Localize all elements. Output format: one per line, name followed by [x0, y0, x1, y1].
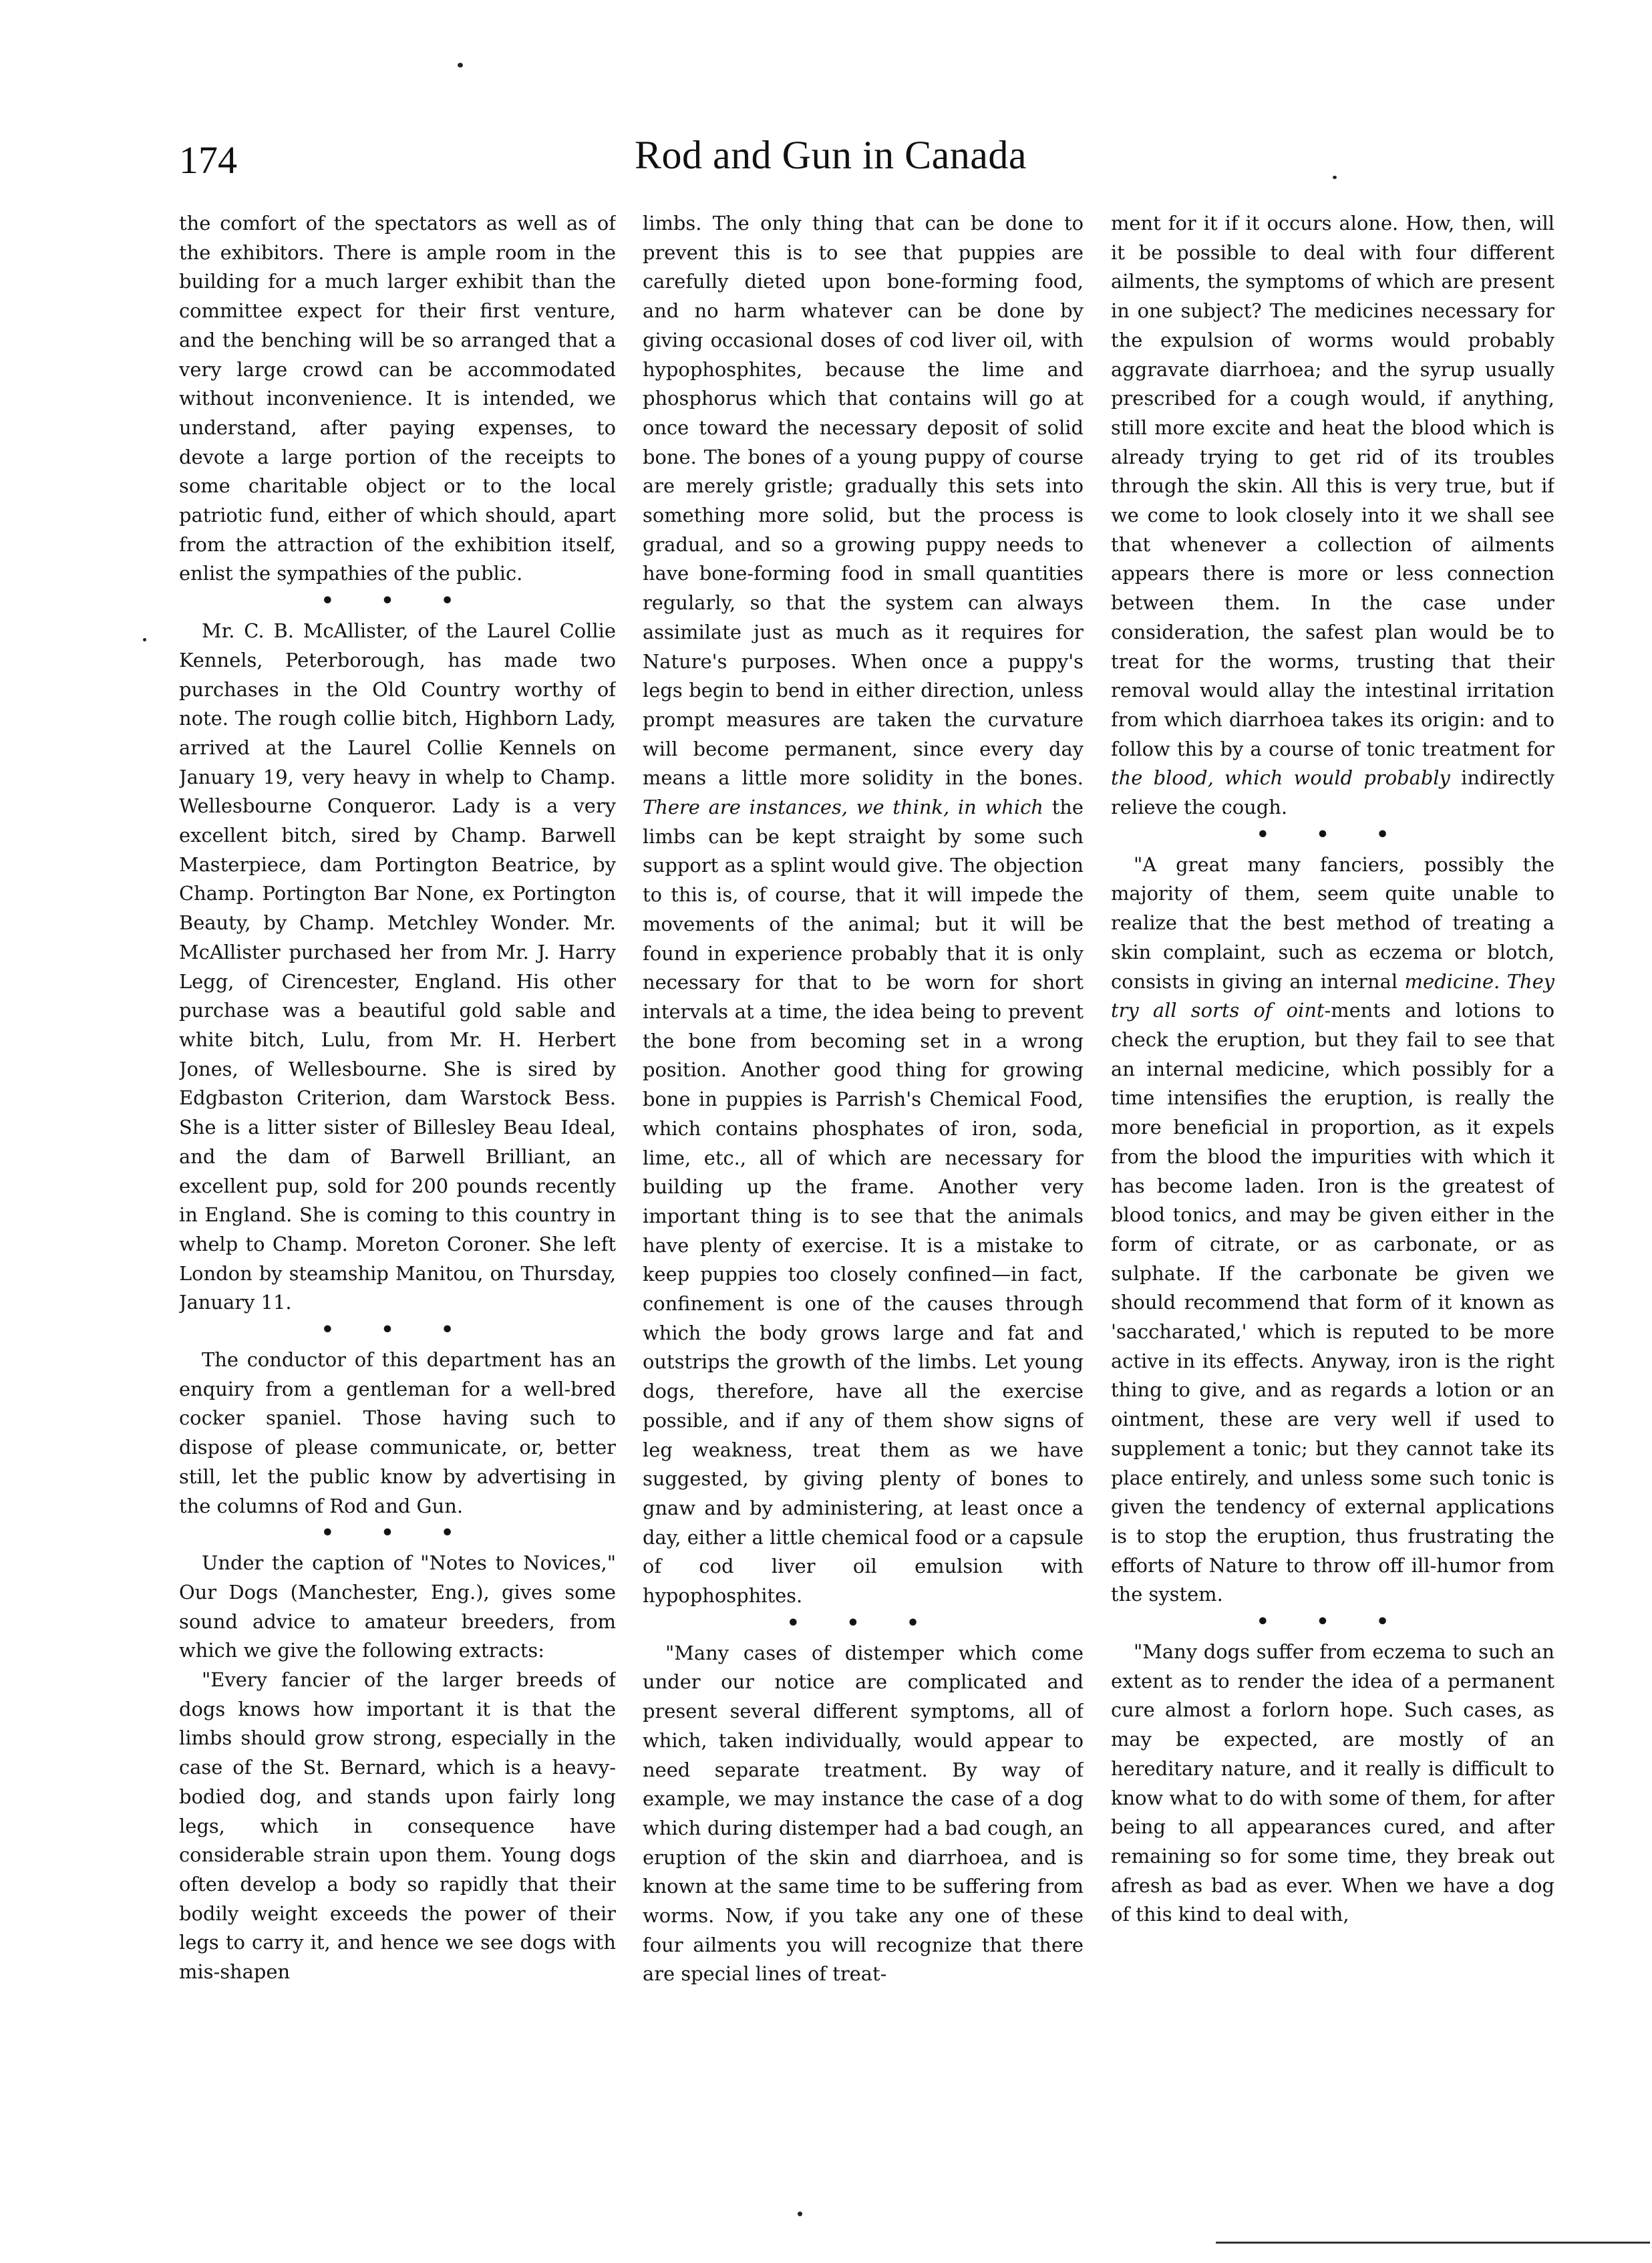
- italic-run: medicine. They try all sorts of oint-: [1111, 969, 1554, 1022]
- section-separator: • • •: [321, 589, 474, 613]
- column-3: [1111, 209, 1554, 2214]
- column-2: [643, 209, 1084, 2214]
- print-speck: [143, 638, 146, 641]
- text-run: ment for it if it occurs alone. How, then, will it be possible to deal with four different ailments, the symptoms of which are present in one subject? The medicines necessary for the expulsion of worms would probably aggravate diarrhoea; and the syrup usually prescribed for a cough would, if anything, still more excite and heat the blood which is already trying to get rid of its troubles through the skin. All this is very true, but if we come to look closely into it we shall see that whenever a collection of ailments appears there is more or less connection between them. In the case under consideration, the safest plan would be to treat for the worms, trusting that their removal would allay the intestinal irritation from which diarrhoea takes its origin: and to follow this by a course of tonic treatment for: [1111, 212, 1554, 760]
- section-separator: • • •: [1256, 1610, 1410, 1634]
- page-number: 174: [179, 138, 237, 182]
- text-run: the limbs can be kept straight by some such support as a splint would give. The objection to this is, of course, that it will impede the movements of the animal; but it will be found in experience probably that it is only necessary for that to be worn for short intervals at a time, the idea being to prevent the bone from becoming set in a wrong position. Another good thing for growing bone in puppies is Parrish's Chemical Food, which contains phosphates of iron, soda, lime, etc., all of which are necessary for building up the frame. Another very important thing is to see that the animals have plenty of exercise. It is a mistake to keep puppies too closely confined—in fact, confinement is one of the causes through which the body grows large and fat and outstrips the growth of the limbs. Let young dogs, therefore, have all the exercise possible, and if any of them show signs of leg weakness, treat them as we have suggested, by giving plenty of bones to gnaw and by administering, at least once a day, either a little chemical food or a capsule of cod liver oil emulsion with hypophosphites.: [643, 796, 1084, 1608]
- print-speck: [1333, 176, 1337, 179]
- page-edge-rule: [1216, 2242, 1650, 2244]
- italic-run: There are instances, we think, in which: [643, 796, 1043, 819]
- section-separator: • • •: [321, 1318, 474, 1342]
- paragraph: "Many cases of distemper which come under our notice are complicated and present several different symptoms, all of which, taken individually, would appear to need separate treatment. By way of example, we may instance the case of a dog which during distemper had a bad cough, an eruption of the skin and diarrhoea, and is known at the same time to be suffering from worms. Now, if you take any one of these four ailments you will recognize that there are special lines of treat-: [643, 1641, 1084, 1986]
- paragraph: Mr. C. B. McAllister, of the Laurel Collie Kennels, Peterborough, has made two purchases in the Old Country worthy of note. The rough collie bitch, Highborn Lady, arrived at the Laurel Collie Kennels on January 19, very heavy in whelp to Champ. Wellesbourne Conqueror. Lady is a very excellent bitch, sired by Champ. Barwell Masterpiece, dam Portington Beatrice, by Champ. Portington Bar None, ex Portington Beauty, by Champ. Metchley Wonder. Mr. McAllister purchased her from Mr. J. Harry Legg, of Cirencester, England. His other purchase was a beautiful gold sable and white bitch, Lulu, from Mr. H. Herbert Jones, of Wellesbourne. She is sired by Edgbaston Criterion, dam Warstock Bess. She is a litter sister of Billesley Beau Ideal, and the dam of Barwell Brilliant, an excellent pup, sold for 200 pounds recently in England. She is coming to this country in whelp to Champ. Moreton Coroner. She left London by steamship Manitou, on Thursday, January 11.: [179, 619, 616, 1314]
- section-separator: • • •: [786, 1611, 940, 1635]
- paragraph: [1111, 209, 1554, 822]
- paragraph: Under the caption of "Notes to Novices," Our Dogs (Manchester, Eng.), gives some sound advice to amateur breeders, from which we give the following extracts:: [179, 1551, 616, 1662]
- text-run: ments and lotions to check the eruption, but they fail to see that an internal medicine, which possibly for a time intensifies the eruption, is really the more beneficial in proportion, as it expels from the blood the impurities with which it has become laden. Iron is the greatest of blood tonics, and may be given either in the form of citrate, or as carbonate, or as sulphate. If the carbonate be given we should recommend that form of it known as 'saccharated,' which is reputed to be more active in its effects. Anyway, iron is the right thing to give, and as regards a lotion or an ointment, these are very well if used to supplement a tonic; but they cannot take its place entirely, and unless some such tonic is given the tendency of external applications is to stop the eruption, thus frustrating the efforts of Nature to throw off ill-humor from the system.: [1111, 999, 1554, 1606]
- text-run: indirectly relieve the cough.: [1111, 766, 1554, 819]
- italic-run: the blood, which would probably: [1111, 766, 1450, 790]
- paragraph: The conductor of this department has an enquiry from a gentleman for a well-bred cocker spaniel. Those having such to dispose of please communicate, or, better still, let the public know by advertising in the columns of Rod and Gun.: [179, 1348, 616, 1517]
- section-separator: • • •: [321, 1521, 474, 1545]
- paragraph: [643, 209, 1084, 1611]
- paragraph: "Many dogs suffer from eczema to such an extent as to render the idea of a permanent cure almost a forlorn hope. Such cases, as may be expected, are mostly of an hereditary nature, and it really is difficult to know what to do with some of them, for after being to all appearances cured, and after remaining so for some time, they break out afresh as bad as ever. When we have a dog of this kind to deal with,: [1111, 1640, 1554, 1926]
- print-speck: [458, 63, 463, 67]
- section-separator: • • •: [1256, 822, 1410, 847]
- text-run: limbs. The only thing that can be done to prevent this is to see that puppies are carefully dieted upon bone-forming food, and no harm whatever can be done by giving occasional doses of cod liver oil, with hypophosphites, because the lime and phosphorus which that contains will go at once toward the necessary deposit of solid bone. The bones of a young puppy of course are merely gristle; gradually this sets into something more solid, but the process is gradual, and so a growing puppy needs to have bone-forming food in small quantities regularly, so that the system can always assimilate just as much as it requires for Nature's purposes. When once a puppy's legs begin to bend in either direction, unless prompt measures are taken the curvature will become permanent, since every day means a little more solidity in the bones.: [643, 212, 1084, 790]
- running-title: Rod and Gun in Canada: [635, 133, 1027, 177]
- paragraph: [1111, 851, 1554, 1610]
- paragraph: the comfort of the spectators as well as of the exhibitors. There is ample room in the building for a much larger exhibit than the committee expect for their first venture, and the benching will be so arranged that a very large crowd can be accommodated without inconvenience. It is intended, we understand, after paying expenses, to devote a large portion of the receipts to some charitable object or to the local patriotic fund, either of which should, apart from the attraction of the exhibition itself, enlist the sympathies of the public.: [179, 212, 616, 585]
- column-1: [179, 209, 616, 2214]
- paragraph: "Every fancier of the larger breeds of dogs knows how important it is that the limbs should grow strong, especially in the case of the St. Bernard, which is a heavy-bodied dog, and stands upon fairly long legs, which in consequence have considerable strain upon them. Young dogs often develop a body so rapidly that their bodily weight exceeds the power of their legs to carry it, and hence we see dogs with mis-shapen: [179, 1668, 616, 1984]
- text-run: "A great many fanciers, possibly the majority of them, seem quite unable to realize that the best method of treating a skin complaint, such as eczema or blotch, consists in giving an internal: [1111, 853, 1554, 993]
